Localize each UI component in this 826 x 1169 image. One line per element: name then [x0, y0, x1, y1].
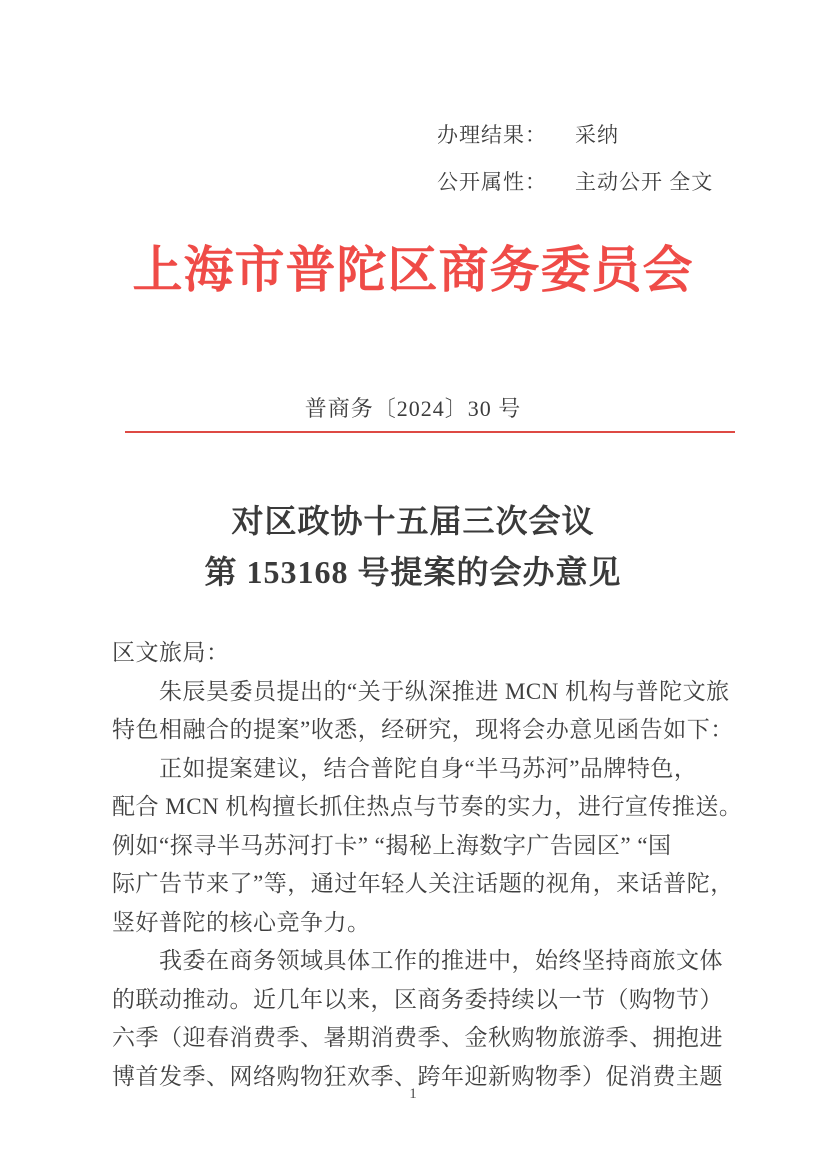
handling-result-value: 采纳: [575, 123, 619, 147]
header-meta: [437, 112, 713, 206]
document-title: [0, 496, 826, 598]
issuing-authority-masthead: 上海市普陀区商务委员会: [132, 242, 694, 298]
body-line: 例如“探寻半马苏河打卡” “揭秘上海数字广告园区” “国: [112, 832, 672, 858]
body-line: 朱辰昊委员提出的“关于纵深推进 MCN 机构与普陀文旅: [112, 678, 730, 704]
body-line: 际广告节来了”等，通过年轻人关注话题的视角，来话普陀，: [112, 871, 734, 896]
body-line-salutation: 区文旅局：: [112, 640, 230, 665]
document-title-line1: 对区政协十五届三次会议: [231, 503, 595, 539]
body-line: 的联动推动。近几年以来，区商务委持续以一节（购物节）: [112, 986, 723, 1012]
meta-row-handling-result: [437, 112, 713, 159]
body-line: 六季（迎春消费季、暑期消费季、金秋购物旅游季、拥抱进: [112, 1025, 723, 1050]
body-line: 博首发季、网络购物狂欢季、跨年迎新购物季）促消费主题: [112, 1063, 723, 1089]
meta-row-publicity: [437, 159, 713, 206]
handling-result-label: 办理结果：: [437, 123, 547, 147]
body-line: 我委在商务领域具体工作的推进中，始终坚持商旅文体: [112, 948, 723, 973]
page-number: 1: [409, 1086, 417, 1102]
body-line: 特色相融合的提案”收悉，经研究，现将会办意见函告如下：: [112, 717, 734, 742]
document-number: 普商务〔2024〕30 号: [304, 396, 522, 421]
document-body: [112, 634, 743, 1096]
red-divider-line: [125, 431, 735, 433]
body-line: 配合 MCN 机构擅长抓住热点与节奏的实力，进行宣传推送。: [112, 794, 743, 819]
publicity-label: 公开属性：: [437, 170, 547, 194]
body-line: 竖好普陀的核心竞争力。: [112, 909, 371, 935]
document-title-line2: 第 153168 号提案的会办意见: [204, 554, 622, 590]
body-line: 正如提案建议，结合普陀自身“半马苏河”品牌特色，: [112, 755, 698, 781]
publicity-value: 主动公开 全文: [575, 170, 714, 194]
